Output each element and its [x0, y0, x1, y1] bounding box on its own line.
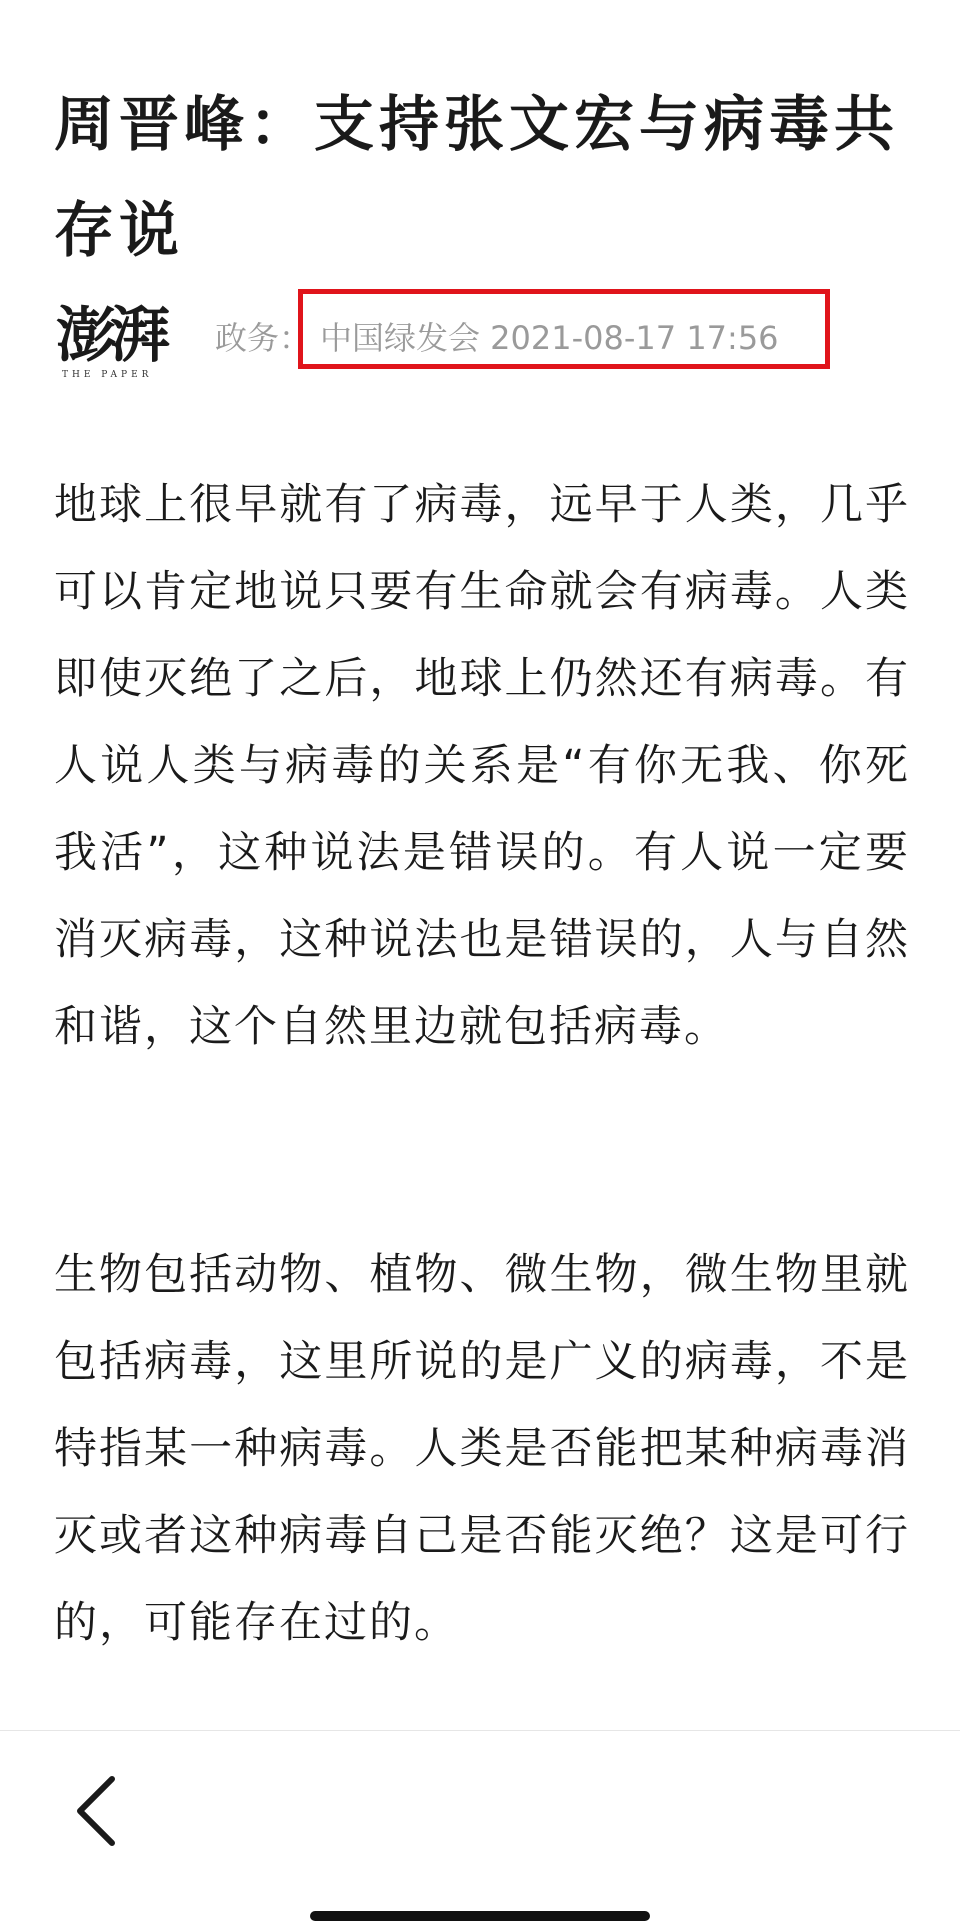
article-paragraph: 生物包括动物、植物、微生物，微生物里就包括病毒，这里所说的是广义的病毒，不是特指某一种病毒。人类是否能把某种病毒消灭或者这种病毒自己是否能灭绝？这是可行的，可能存在过的。: [54, 1250, 910, 1648]
article-paragraph: 地球上很早就有了病毒，远早于人类，几乎可以肯定地说只要有生命就会有病毒。人类即使灭绝了之后，地球上仍然还有病毒。有人说人类与病毒的关系是“有你无我、你死我活”，这种说法是错误的。有人说一定要消灭病毒，这种说法也是错误的，人与自然和谐，这个自然里边就包括病毒。: [54, 480, 910, 1052]
bottom-toolbar: [0, 1730, 960, 1920]
article-meta: [54, 296, 910, 382]
svg-text:THE PAPER: THE PAPER: [62, 370, 153, 380]
channel-label: 政务：: [215, 319, 312, 357]
back-button[interactable]: [64, 1771, 134, 1851]
source-and-time[interactable]: 中国绿发会 2021-08-17 17:56: [320, 319, 779, 357]
highlight-box: [298, 289, 830, 369]
svg-text:澎湃: 澎湃: [56, 301, 164, 371]
article-title: 周晋峰：支持张文宏与病毒共存说: [54, 90, 899, 266]
the-paper-logo: [54, 298, 192, 380]
home-indicator[interactable]: [310, 1911, 650, 1921]
chevron-left-icon: [64, 1771, 134, 1851]
